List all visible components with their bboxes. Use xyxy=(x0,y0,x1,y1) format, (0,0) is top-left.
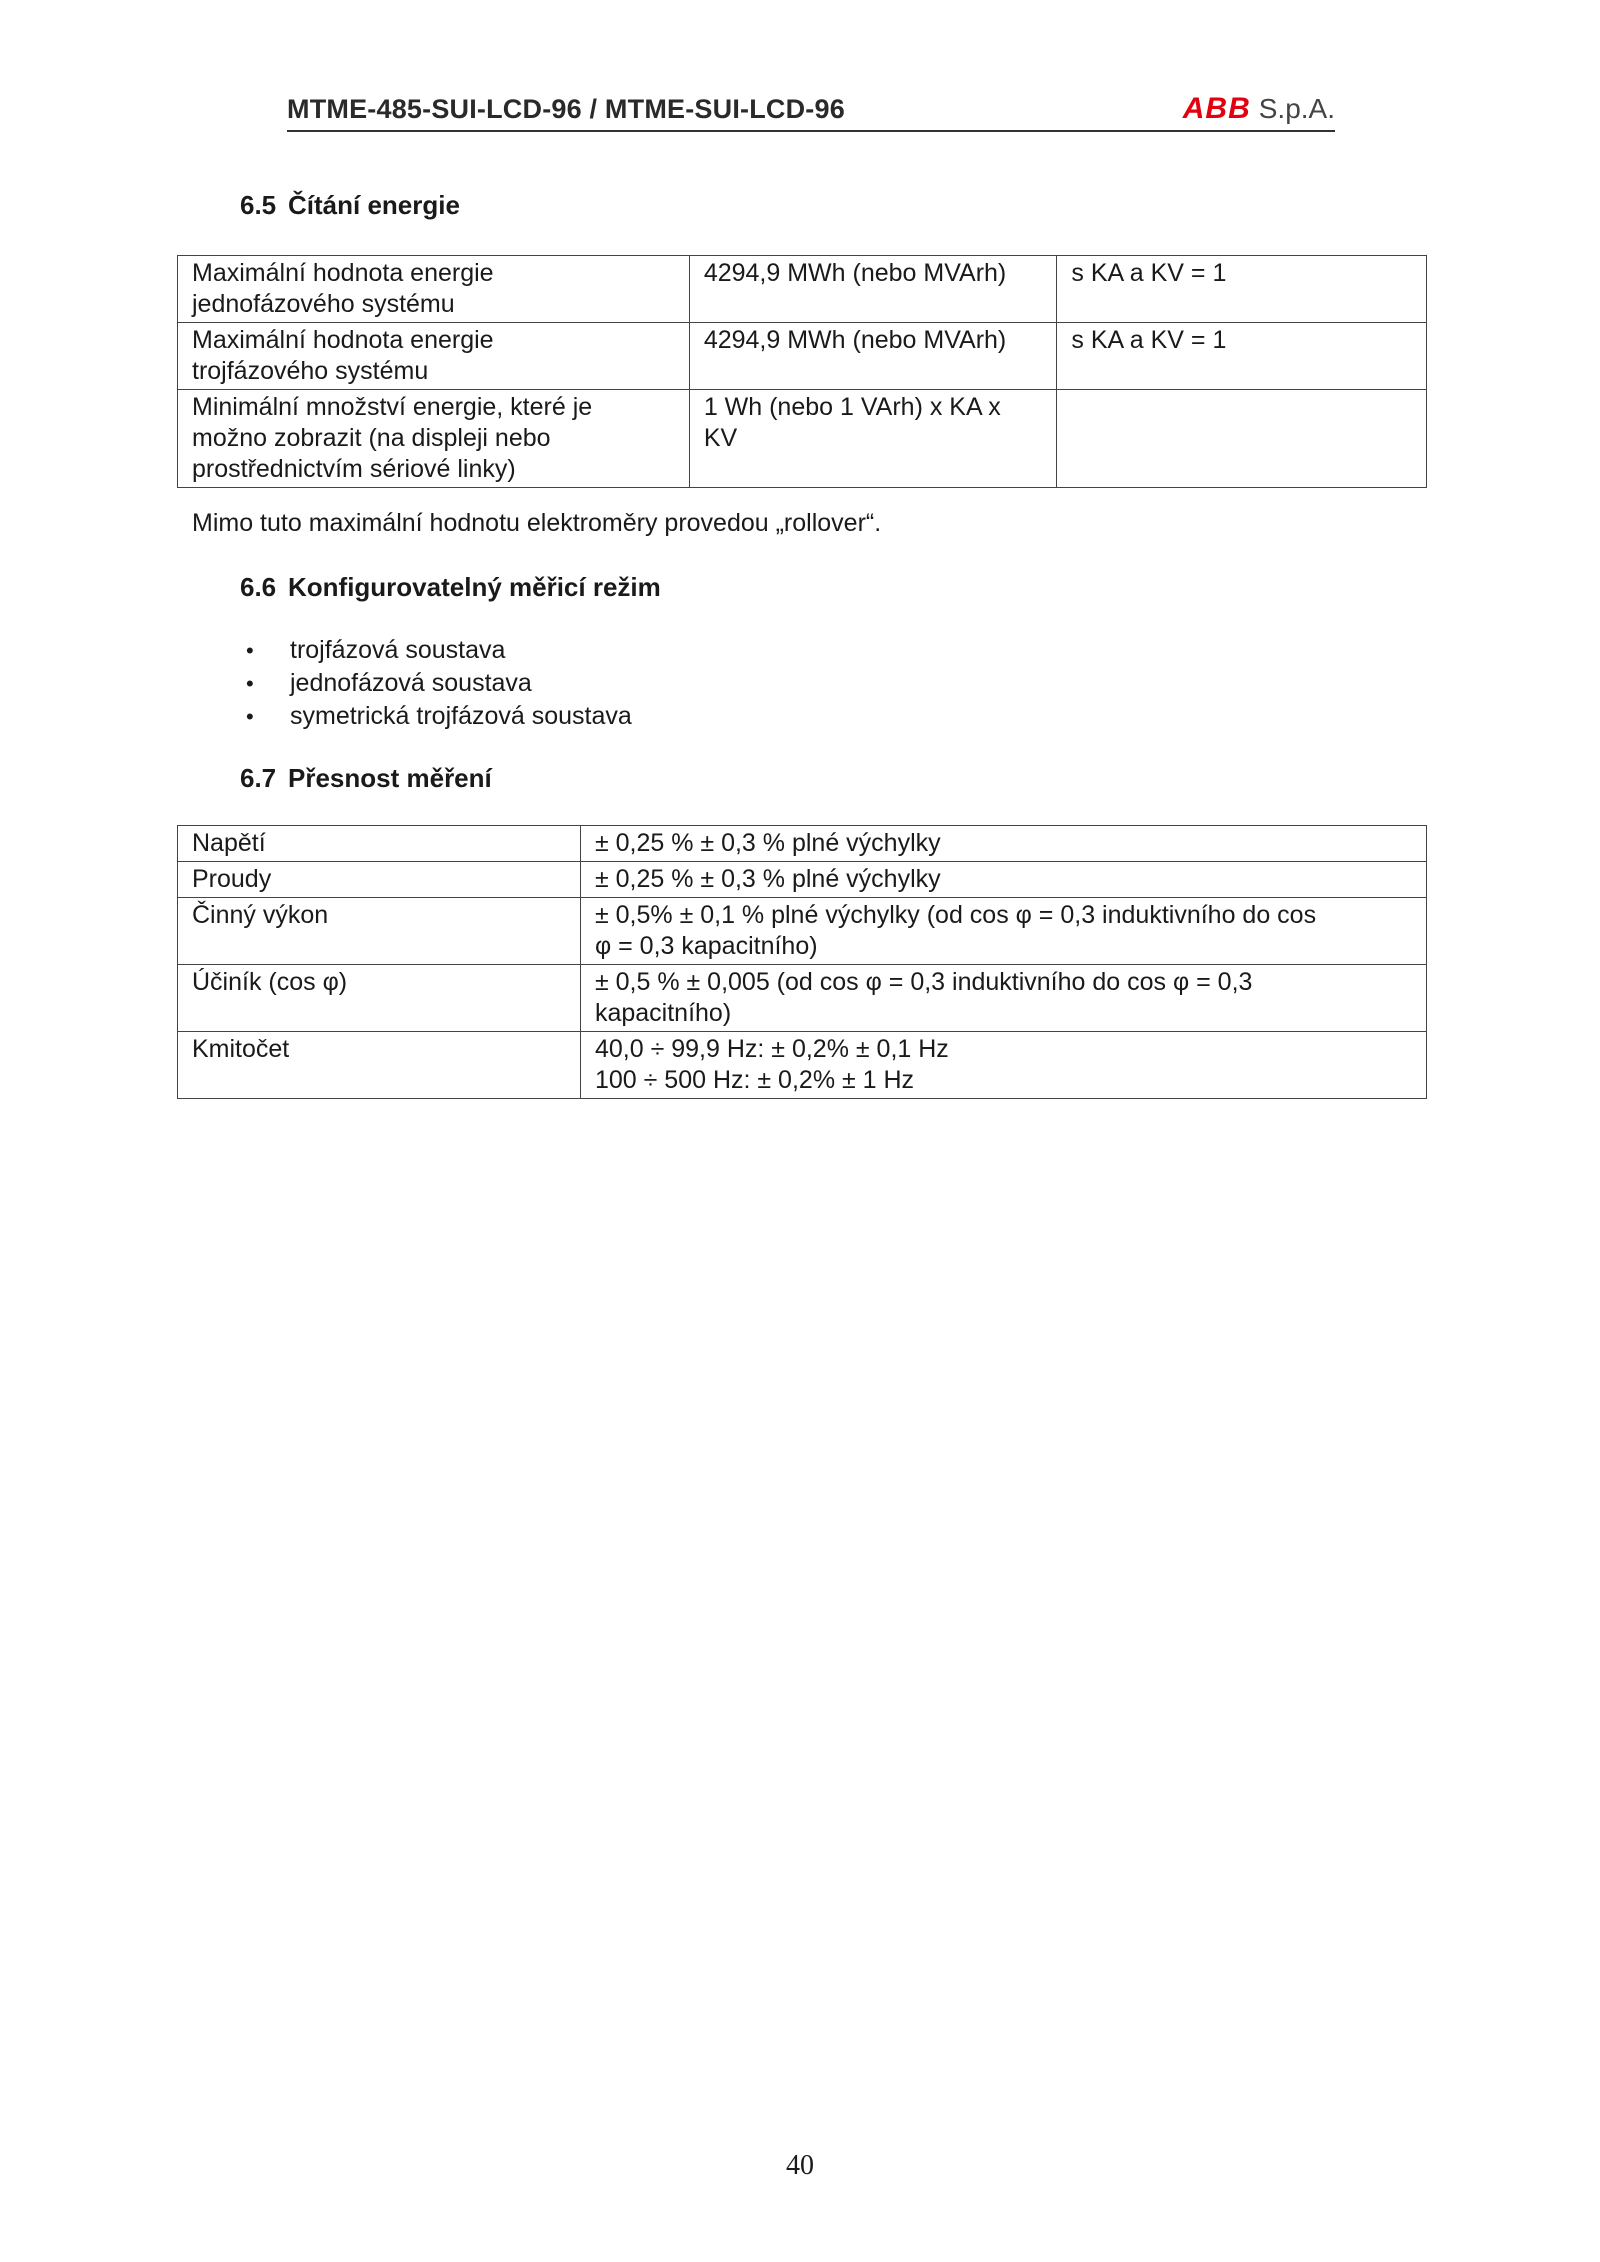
section-heading-6-7 xyxy=(240,763,492,794)
section-heading-6-5 xyxy=(240,190,460,221)
table-cell-value xyxy=(580,965,1426,1032)
table-row xyxy=(178,898,1427,965)
section-title: Konfigurovatelný měřicí režim xyxy=(288,572,661,602)
table-row xyxy=(178,1032,1427,1099)
section-number: 6.6 xyxy=(240,572,277,602)
energy-table xyxy=(177,255,1427,488)
section-title: Čítání energie xyxy=(288,190,460,220)
table-cell-label: Kmitočet xyxy=(178,1032,581,1099)
table-cell-value xyxy=(580,826,1426,862)
rollover-paragraph: Mimo tuto maximální hodnotu elektroměry provedou „rollover“. xyxy=(192,509,882,537)
cell-line: možno zobrazit (na displeji nebo xyxy=(192,424,551,452)
table-cell-label xyxy=(178,323,690,390)
cell-line: KV xyxy=(703,424,738,452)
table-cell-value xyxy=(580,1032,1426,1099)
table-cell-label: Proudy xyxy=(178,862,581,898)
cell-line: ± 0,25 % ± 0,3 % plné výchylky xyxy=(594,829,941,857)
table-cell-note: s KA a KV = 1 xyxy=(1057,256,1427,323)
table-row xyxy=(178,390,1427,488)
company-suffix: S.p.A. xyxy=(1258,93,1335,124)
document-title: MTME-485-SUI-LCD-96 / MTME-SUI-LCD-96 xyxy=(287,94,845,124)
table-cell-value xyxy=(580,862,1426,898)
table-row xyxy=(178,965,1427,1032)
table-cell-value xyxy=(689,256,1057,323)
table-cell-note xyxy=(1057,390,1427,488)
cell-line: trojfázového systému xyxy=(192,357,429,385)
table-cell-value xyxy=(689,390,1057,488)
table-row xyxy=(178,826,1427,862)
cell-line: 4294,9 MWh (nebo MVArh) xyxy=(703,259,1007,287)
cell-line: ± 0,25 % ± 0,3 % plné výchylky xyxy=(594,865,941,893)
cell-line: ± 0,5% ± 0,1 % plné výchylky (od cos φ = 0,3 induktivního do cos xyxy=(594,901,1317,929)
table-cell-label: Účiník (cos φ) xyxy=(178,965,581,1032)
table-cell-label xyxy=(178,390,690,488)
table-cell-label: Napětí xyxy=(178,826,581,862)
cell-line: ± 0,5 % ± 0,005 (od cos φ = 0,3 induktivního do cos φ = 0,3 xyxy=(594,968,1253,996)
cell-line: φ = 0,3 kapacitního) xyxy=(594,932,818,960)
bullet-icon: • xyxy=(246,671,254,696)
section-number: 6.5 xyxy=(240,190,277,220)
cell-line: 4294,9 MWh (nebo MVArh) xyxy=(703,326,1007,354)
cell-line: jednofázového systému xyxy=(192,290,455,318)
table-row xyxy=(178,862,1427,898)
table-row xyxy=(178,256,1427,323)
cell-line: Minimální množství energie, které je xyxy=(192,393,593,421)
bullet-icon: • xyxy=(246,638,254,663)
list-item xyxy=(246,634,632,667)
list-item-text: trojfázová soustava xyxy=(290,636,506,664)
cell-line: Maximální hodnota energie xyxy=(192,326,494,354)
list-item xyxy=(246,700,632,733)
company-mark xyxy=(1183,92,1335,126)
page-header xyxy=(287,92,1335,132)
cell-line: kapacitního) xyxy=(594,999,732,1027)
list-item xyxy=(246,667,632,700)
section-number: 6.7 xyxy=(240,763,277,793)
section-title: Přesnost měření xyxy=(288,763,492,793)
cell-line: 40,0 ÷ 99,9 Hz: ± 0,2% ± 0,1 Hz xyxy=(594,1035,949,1063)
table-cell-note: s KA a KV = 1 xyxy=(1057,323,1427,390)
cell-line: prostřednictvím sériové linky) xyxy=(192,455,516,483)
list-item-text: symetrická trojfázová soustava xyxy=(290,702,632,730)
section-heading-6-6 xyxy=(240,572,661,603)
cell-line: Maximální hodnota energie xyxy=(192,259,494,287)
bullet-icon: • xyxy=(246,704,254,729)
mode-list xyxy=(246,634,632,733)
cell-line: 100 ÷ 500 Hz: ± 0,2% ± 1 Hz xyxy=(594,1066,915,1094)
table-row xyxy=(178,323,1427,390)
table-cell-value xyxy=(580,898,1426,965)
table-cell-label xyxy=(178,256,690,323)
table-cell-value xyxy=(689,323,1057,390)
cell-line: 1 Wh (nebo 1 VArh) x KA x xyxy=(703,393,1001,421)
accuracy-table xyxy=(177,825,1427,1099)
table-cell-label: Činný výkon xyxy=(178,898,581,965)
list-item-text: jednofázová soustava xyxy=(290,669,532,697)
abb-logo: ABB xyxy=(1182,92,1251,125)
page-number: 40 xyxy=(786,2150,814,2181)
